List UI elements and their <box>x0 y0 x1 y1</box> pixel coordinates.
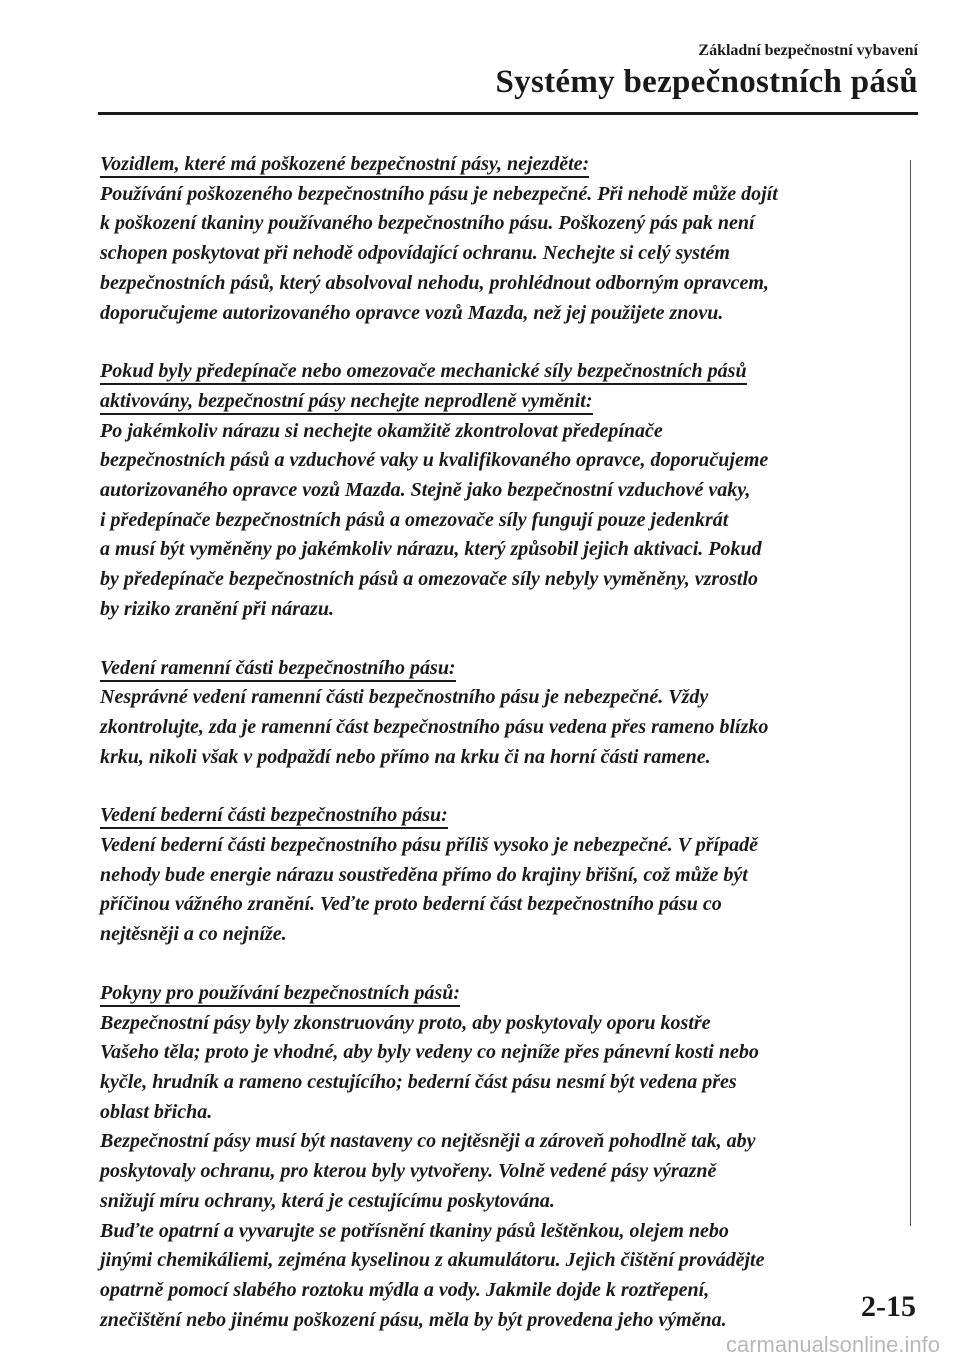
warning-content <box>100 150 920 1364</box>
section-heading-line <box>100 387 920 417</box>
section-body-line: opatrně pomocí slabého roztoku mýdla a vody. Jakmile dojde k roztřepení, <box>100 1278 710 1301</box>
warning-section <box>100 357 920 624</box>
section-body-line: by riziko zranění při nárazu. <box>100 597 334 620</box>
section-body-line: Po jakémkoliv nárazu si nechejte okamžitě zkontrolovat předepínače <box>100 419 663 442</box>
section-body-line: doporučujeme autorizovaného opravce vozů Mazda, než jej použijete znovu. <box>100 301 724 324</box>
section-body-line: nehody bude energie nárazu soustředěna přímo do krajiny břišní, což může být <box>100 863 748 886</box>
section-body-line: a musí být vyměněny po jakémkoliv nárazu, který způsobil jejich aktivaci. Pokud <box>100 538 762 561</box>
section-heading-text: aktivovány, bezpečnostní pásy nechejte neprodleně vyměnit: <box>100 390 593 415</box>
section-body-line: jinými chemikáliemi, zejména kyselinou z akumulátoru. Jejich čištění provádějte <box>100 1249 765 1272</box>
warning-section <box>100 801 920 950</box>
section-body-line: znečištění nebo jinému poškození pásu, měla by být provedena jeho výměna. <box>100 1308 727 1331</box>
section-body-line: Buďte opatrní a vyvarujte se potřísnění tkaniny pásů leštěnkou, olejem nebo <box>100 1219 729 1242</box>
section-body-line: příčinou vážného zranění. Veďte proto bederní část bezpečnostního pásu co <box>100 893 722 916</box>
watermark-text: carmanualsonline.info <box>725 1332 940 1357</box>
section-body-line: oblast břicha. <box>100 1100 213 1123</box>
section-heading-text: Pokyny pro používání bezpečnostních pásů: <box>100 982 460 1007</box>
page-number: 2-15 <box>861 1290 916 1323</box>
section-heading-text: Vozidlem, které má poškozené bezpečnostní pásy, nejezděte: <box>100 153 589 178</box>
section-body-line: i předepínače bezpečnostních pásů a omezovače síly fungují pouze jedenkrát <box>100 508 729 531</box>
header-divider <box>98 112 918 115</box>
section-body-line: k poškození tkaniny používaného bezpečnostního pásu. Poškozený pás pak není <box>100 212 755 235</box>
section-heading-text: Pokud byly předepínače nebo omezovače mechanické síly bezpečnostních pásů <box>100 360 747 385</box>
section-heading-text: Vedení bederní části bezpečnostního pásu: <box>100 804 448 829</box>
warning-section <box>100 979 920 1335</box>
section-body-line: poskytovaly ochranu, pro kterou byly vytvořeny. Volně vedené pásy výrazně <box>100 1160 717 1183</box>
section-heading-line <box>100 801 920 831</box>
section-body-line: krku, nikoli však v podpaždí nebo přímo na krku či na horní části ramene. <box>100 745 711 768</box>
section-heading-text: Vedení ramenní části bezpečnostního pásu: <box>100 657 456 682</box>
section-body-line: nejtěsněji a co nejníže. <box>100 923 287 946</box>
section-body-line: bezpečnostních pásů a vzduchové vaky u kvalifikovaného opravce, doporučujeme <box>100 449 769 472</box>
section-body-line: snižují míru ochrany, která je cestujícímu poskytována. <box>100 1189 555 1212</box>
section-heading-line <box>100 654 920 684</box>
section-body-line: Nesprávné vedení ramenní části bezpečnostního pásu je nebezpečné. Vždy <box>100 686 709 709</box>
warning-section <box>100 654 920 773</box>
section-body-line: autorizovaného opravce vozů Mazda. Stejně jako bezpečnostní vzduchové vaky, <box>100 479 751 502</box>
section-heading-line <box>100 979 920 1009</box>
section-heading-line <box>100 150 920 180</box>
section-body-line: kyčle, hrudník a rameno cestujícího; bederní část pásu nesmí být vedena přes <box>100 1070 737 1093</box>
page-title: Systémy bezpečnostních pásů <box>495 64 918 100</box>
section-body-line: by předepínače bezpečnostních pásů a omezovače síly nebyly vyměněny, vzrostlo <box>100 568 759 591</box>
section-body-line: Vašeho těla; proto je vhodné, aby byly vedeny co nejníže přes pánevní kosti nebo <box>100 1041 759 1064</box>
section-body-line: Bezpečnostní pásy byly zkonstruovány proto, aby poskytovaly oporu kostře <box>100 1011 711 1034</box>
section-body-line: zkontrolujte, zda je ramenní část bezpečnostního pásu vedena přes rameno blízko <box>100 715 769 738</box>
section-heading-line <box>100 357 920 387</box>
section-body-line: Bezpečnostní pásy musí být nastaveny co nejtěsněji a zároveň pohodlně tak, aby <box>100 1130 756 1153</box>
header-section-label: Základní bezpečnostní vybavení <box>698 42 918 59</box>
warning-section <box>100 150 920 328</box>
section-body-line: schopen poskytovat při nehodě odpovídající ochranu. Nechejte si celý systém <box>100 242 730 265</box>
section-body-line: bezpečnostních pásů, který absolvoval nehodu, prohlédnout odborným opravcem, <box>100 271 769 294</box>
section-body-line: Vedení bederní části bezpečnostního pásu příliš vysoko je nebezpečné. V případě <box>100 834 758 857</box>
content-side-rule <box>910 160 911 1226</box>
section-body-line: Používání poškozeného bezpečnostního pásu je nebezpečné. Při nehodě může dojít <box>100 182 778 205</box>
